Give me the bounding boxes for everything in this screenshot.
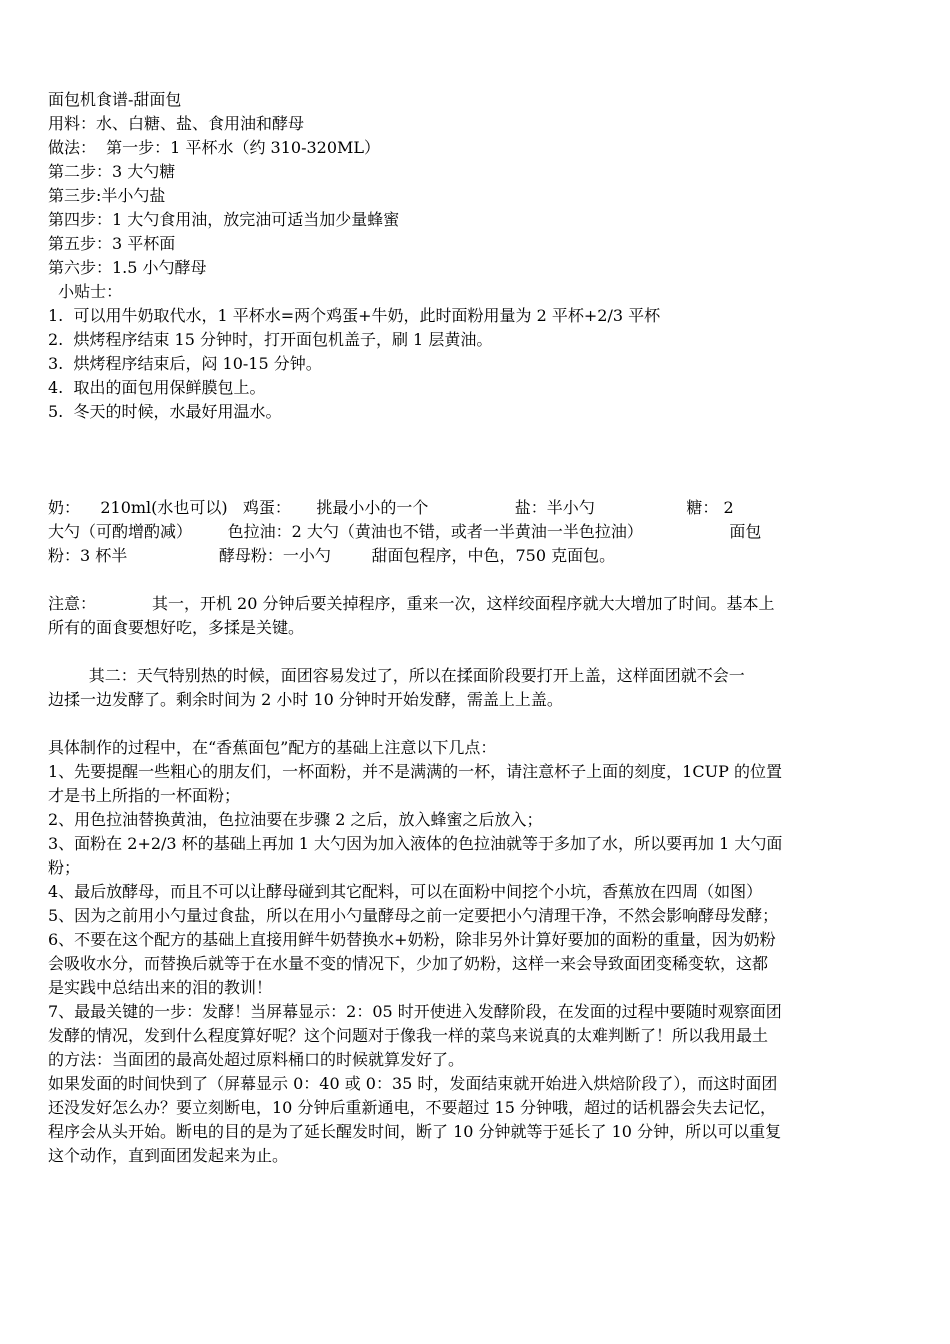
note-2-line-1: 其二：天气特别热的时候，面团容易发过了，所以在揉面阶段要打开上盖，这样面团就不会一 <box>48 666 745 685</box>
process-line: 程序会从头开始。断电的目的是为了延长醒发时间，断了 10 分钟就等于延长了 10 分钟，所以可以重复 <box>48 1122 782 1141</box>
process-line: 7、最最关键的一步：发酵！当屏幕显示：2：05 时开使进入发酵阶段，在发面的过程中要随时观察面团 <box>48 1002 782 1021</box>
step-4: 第四步：1 大勺食用油，放完油可适当加少量蜂蜜 <box>48 210 400 229</box>
process-line: 会吸收水分，而替换后就等于在水量不变的情况下，少加了奶粉，这样一来会导致面团变稀变软，这都 <box>48 954 769 973</box>
tip-3: 3. 烘烤程序结束后，闷 10-15 分钟。 <box>48 354 322 373</box>
ingredients-line: 用料：水、白糖、盐、食用油和酵母 <box>48 114 305 133</box>
spacer <box>48 712 910 736</box>
step-3: 第三步:半小勺盐 <box>48 186 166 205</box>
note-2-line-2: 边揉一边发酵了。剩余时间为 2 小时 10 分钟时开始发酵，需盖上上盖。 <box>48 690 563 709</box>
tip-1: 1. 可以用牛奶取代水，1 平杯水=两个鸡蛋+牛奶，此时面粉用量为 2 平杯+2/3 平杯 <box>48 306 661 325</box>
note-2 <box>48 664 910 712</box>
step-5: 第五步：3 平杯面 <box>48 234 176 253</box>
process-line: 具体制作的过程中，在“香蕉面包”配方的基础上注意以下几点： <box>48 738 497 757</box>
process-line: 发酵的情况，发到什么程度算好呢？这个问题对于像我一样的菜鸟来说真的太难判断了！所以我用最土 <box>48 1026 769 1045</box>
step-6: 第六步：1.5 小勺酵母 <box>48 258 207 277</box>
process-line: 6、不要在这个配方的基础上直接用鲜牛奶替换水+奶粉，除非另外计算好要加的面粉的重量，因为奶粉 <box>48 930 776 949</box>
process-line: 2、用色拉油替换黄油，色拉油要在步骤 2 之后，放入蜂蜜之后放入； <box>48 810 543 829</box>
note-1 <box>48 592 910 640</box>
process-line: 如果发面的时间快到了（屏幕显示 0：40 或 0：35 时，发面结束就开始进入烘焙阶段了），而这时面团 <box>48 1074 778 1093</box>
section-spacer <box>48 424 910 496</box>
process-line: 这个动作，直到面团发起来为止。 <box>48 1146 289 1165</box>
note-1-line-2: 所有的面食要想好吃，多揉是关键。 <box>48 618 305 637</box>
process-line: 的方法：当面团的最高处超过原料桶口的时候就算发好了。 <box>48 1050 465 1069</box>
process-line: 还没发好怎么办？要立刻断电，10 分钟后重新通电，不要超过 15 分钟哦，超过的话机器会失去记忆， <box>48 1098 776 1117</box>
ingredients2-line-1: 奶： 210ml(水也可以) 鸡蛋： 挑最小小的一个 盐：半小勺 糖： 2 <box>48 498 734 517</box>
recipe-section <box>48 88 910 424</box>
step-2: 第二步：3 大勺糖 <box>48 162 176 181</box>
ingredients2-line-3: 粉：3 杯半 酵母粉：一小勺 甜面包程序，中色，750 克面包。 <box>48 546 616 565</box>
spacer <box>48 640 910 664</box>
process-line: 粉； <box>48 858 81 877</box>
process-line: 1、先要提醒一些粗心的朋友们，一杯面粉，并不是满满的一杯，请注意杯子上面的刻度，1CUP 的位置 <box>48 762 782 781</box>
tip-5: 5. 冬天的时候，水最好用温水。 <box>48 402 282 421</box>
document-page <box>48 88 910 1168</box>
tips-heading: 小贴士： <box>48 282 123 301</box>
ingredients2-line-2: 大勺（可酌增酌减） 色拉油：2 大勺（黄油也不错，或者一半黄油一半色拉油） 面包 <box>48 522 762 541</box>
recipe-title: 面包机食谱-甜面包 <box>48 90 182 109</box>
spacer <box>48 568 910 592</box>
tip-2: 2. 烘烤程序结束 15 分钟时，打开面包机盖子，刷 1 层黄油。 <box>48 330 493 349</box>
process-line: 才是书上所指的一杯面粉； <box>48 786 241 805</box>
ingredients2-section <box>48 496 910 568</box>
process-line: 是实践中总结出来的泪的教训！ <box>48 978 273 997</box>
note-1-line-1: 注意： 其一，开机 20 分钟后要关掉程序，重来一次，这样绞面程序就大大增加了时间。基本上 <box>48 594 775 613</box>
process-section <box>48 736 910 1168</box>
step-1: 做法： 第一步：1 平杯水（约 310-320ML） <box>48 138 381 157</box>
process-line: 4、最后放酵母，而且不可以让酵母碰到其它配料，可以在面粉中间挖个小坑，香蕉放在四周（如图） <box>48 882 763 901</box>
process-line: 5、因为之前用小勺量过食盐，所以在用小勺量酵母之前一定要把小勺清理干净，不然会影响酵母发酵； <box>48 906 779 925</box>
process-line: 3、面粉在 2+2/3 杯的基础上再加 1 大勺因为加入液体的色拉油就等于多加了水，所以要再加 1 大勺面 <box>48 834 783 853</box>
tip-4: 4. 取出的面包用保鲜膜包上。 <box>48 378 266 397</box>
